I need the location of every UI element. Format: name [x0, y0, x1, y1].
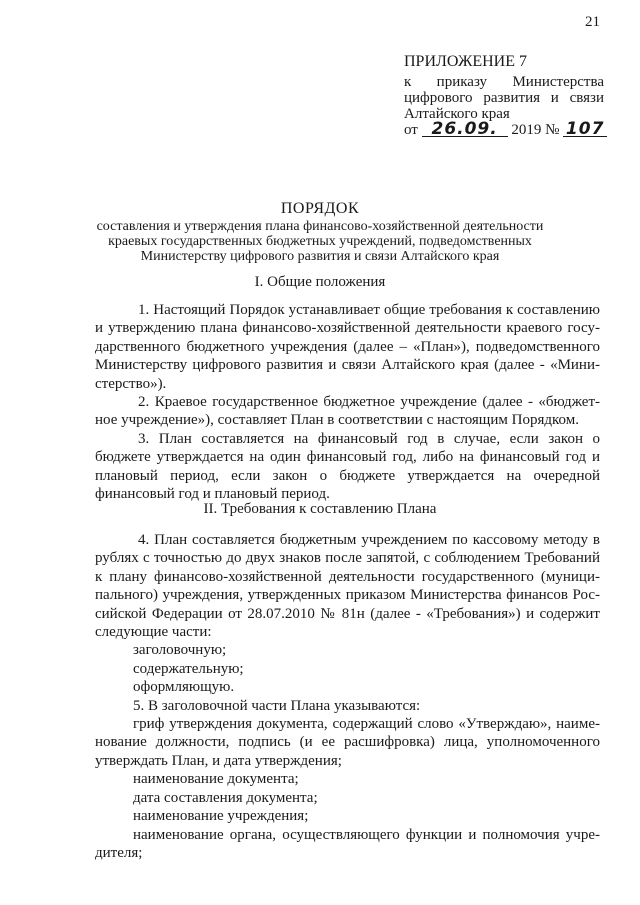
paragraph-2: 2. Краевое государственное бюджетное учреждение (далее - «бюджетное учреждение»), составляет План в соответствии с настоящим Порядком.	[95, 394, 600, 429]
list-item-part-3: оформляющую.	[133, 679, 235, 696]
date-prefix: от	[404, 122, 418, 138]
appendix-line-1: к приказу Министерства	[404, 74, 604, 90]
section-2-title: II. Требования к составлению Плана	[203, 501, 437, 517]
document-title: ПОРЯДОК	[280, 200, 360, 217]
document-subtitle-line-2: краевых государственных бюджетных учреждений, подведомственных	[108, 234, 532, 249]
document-title-block	[60, 201, 580, 264]
list-item-part-1: заголовочную;	[133, 642, 227, 659]
header-item-5: наименование органа, осуществляющего функции и полномочия учредителя;	[95, 826, 600, 861]
handwritten-number: 107	[563, 122, 607, 137]
header-item-1: гриф утверждения документа, содержащий слово «Утверждаю», наименование должности, подпись (и ее расшифровка) лица, уполномоченного утверждать План, и дата утверждения;	[95, 716, 600, 769]
appendix-line-3: Алтайского края	[404, 106, 510, 122]
header-item-2: наименование документа;	[133, 771, 299, 788]
handwritten-date: 26.09.	[422, 122, 508, 137]
document-subtitle-line-3: Министерству цифрового развития и связи Алтайского края	[140, 249, 500, 264]
header-item-4: наименование учреждения;	[133, 808, 309, 825]
section-2-body	[95, 531, 600, 862]
paragraph-4: 4. План составляется бюджетным учреждением по кассовому методу в рублях с точностью до двух знаков после запятой, с соблюдением Требований к плану финансово-хозяйственной деятельности государственного (муниципального) учреждения, утвержденных приказом Министерства финансов Российской Федерации от 28.07.2010 № 81н (далее - «Требования») и содержит следующие части:	[95, 532, 600, 641]
document-subtitle-line-1: составления и утверждения плана финансово-хозяйственной деятельности	[96, 219, 544, 234]
section-1-body	[95, 301, 600, 503]
appendix-block	[404, 54, 604, 138]
paragraph-1: 1. Настоящий Порядок устанавливает общие требования к составлению и утверждению плана финансово-хозяйственной деятельности краевого государственного бюджетного учреждения (далее – «План»), подведомственного Министерству цифрового развития и связи Алтайского края (далее - «Министерство»).	[95, 302, 600, 392]
paragraph-5: 5. В заголовочной части Плана указываются:	[133, 697, 421, 714]
appendix-order-line	[404, 119, 605, 139]
order-year: 2019 №	[511, 122, 560, 138]
paragraph-3: 3. План составляется на финансовый год в случае, если закон о бюджете утверждается на один финансовый год, либо на финансовый год и плановый период, если закон о бюджете утверждается на очередной финансовый год и плановый период.	[95, 430, 600, 503]
page-number: 21	[585, 14, 600, 30]
header-item-3: дата составления документа;	[133, 789, 318, 806]
appendix-line-2: цифрового развития и связи	[404, 90, 604, 106]
appendix-title: ПРИЛОЖЕНИЕ 7	[404, 53, 528, 70]
section-1-title: I. Общие положения	[254, 274, 386, 290]
list-item-part-2: содержательную;	[133, 660, 244, 677]
